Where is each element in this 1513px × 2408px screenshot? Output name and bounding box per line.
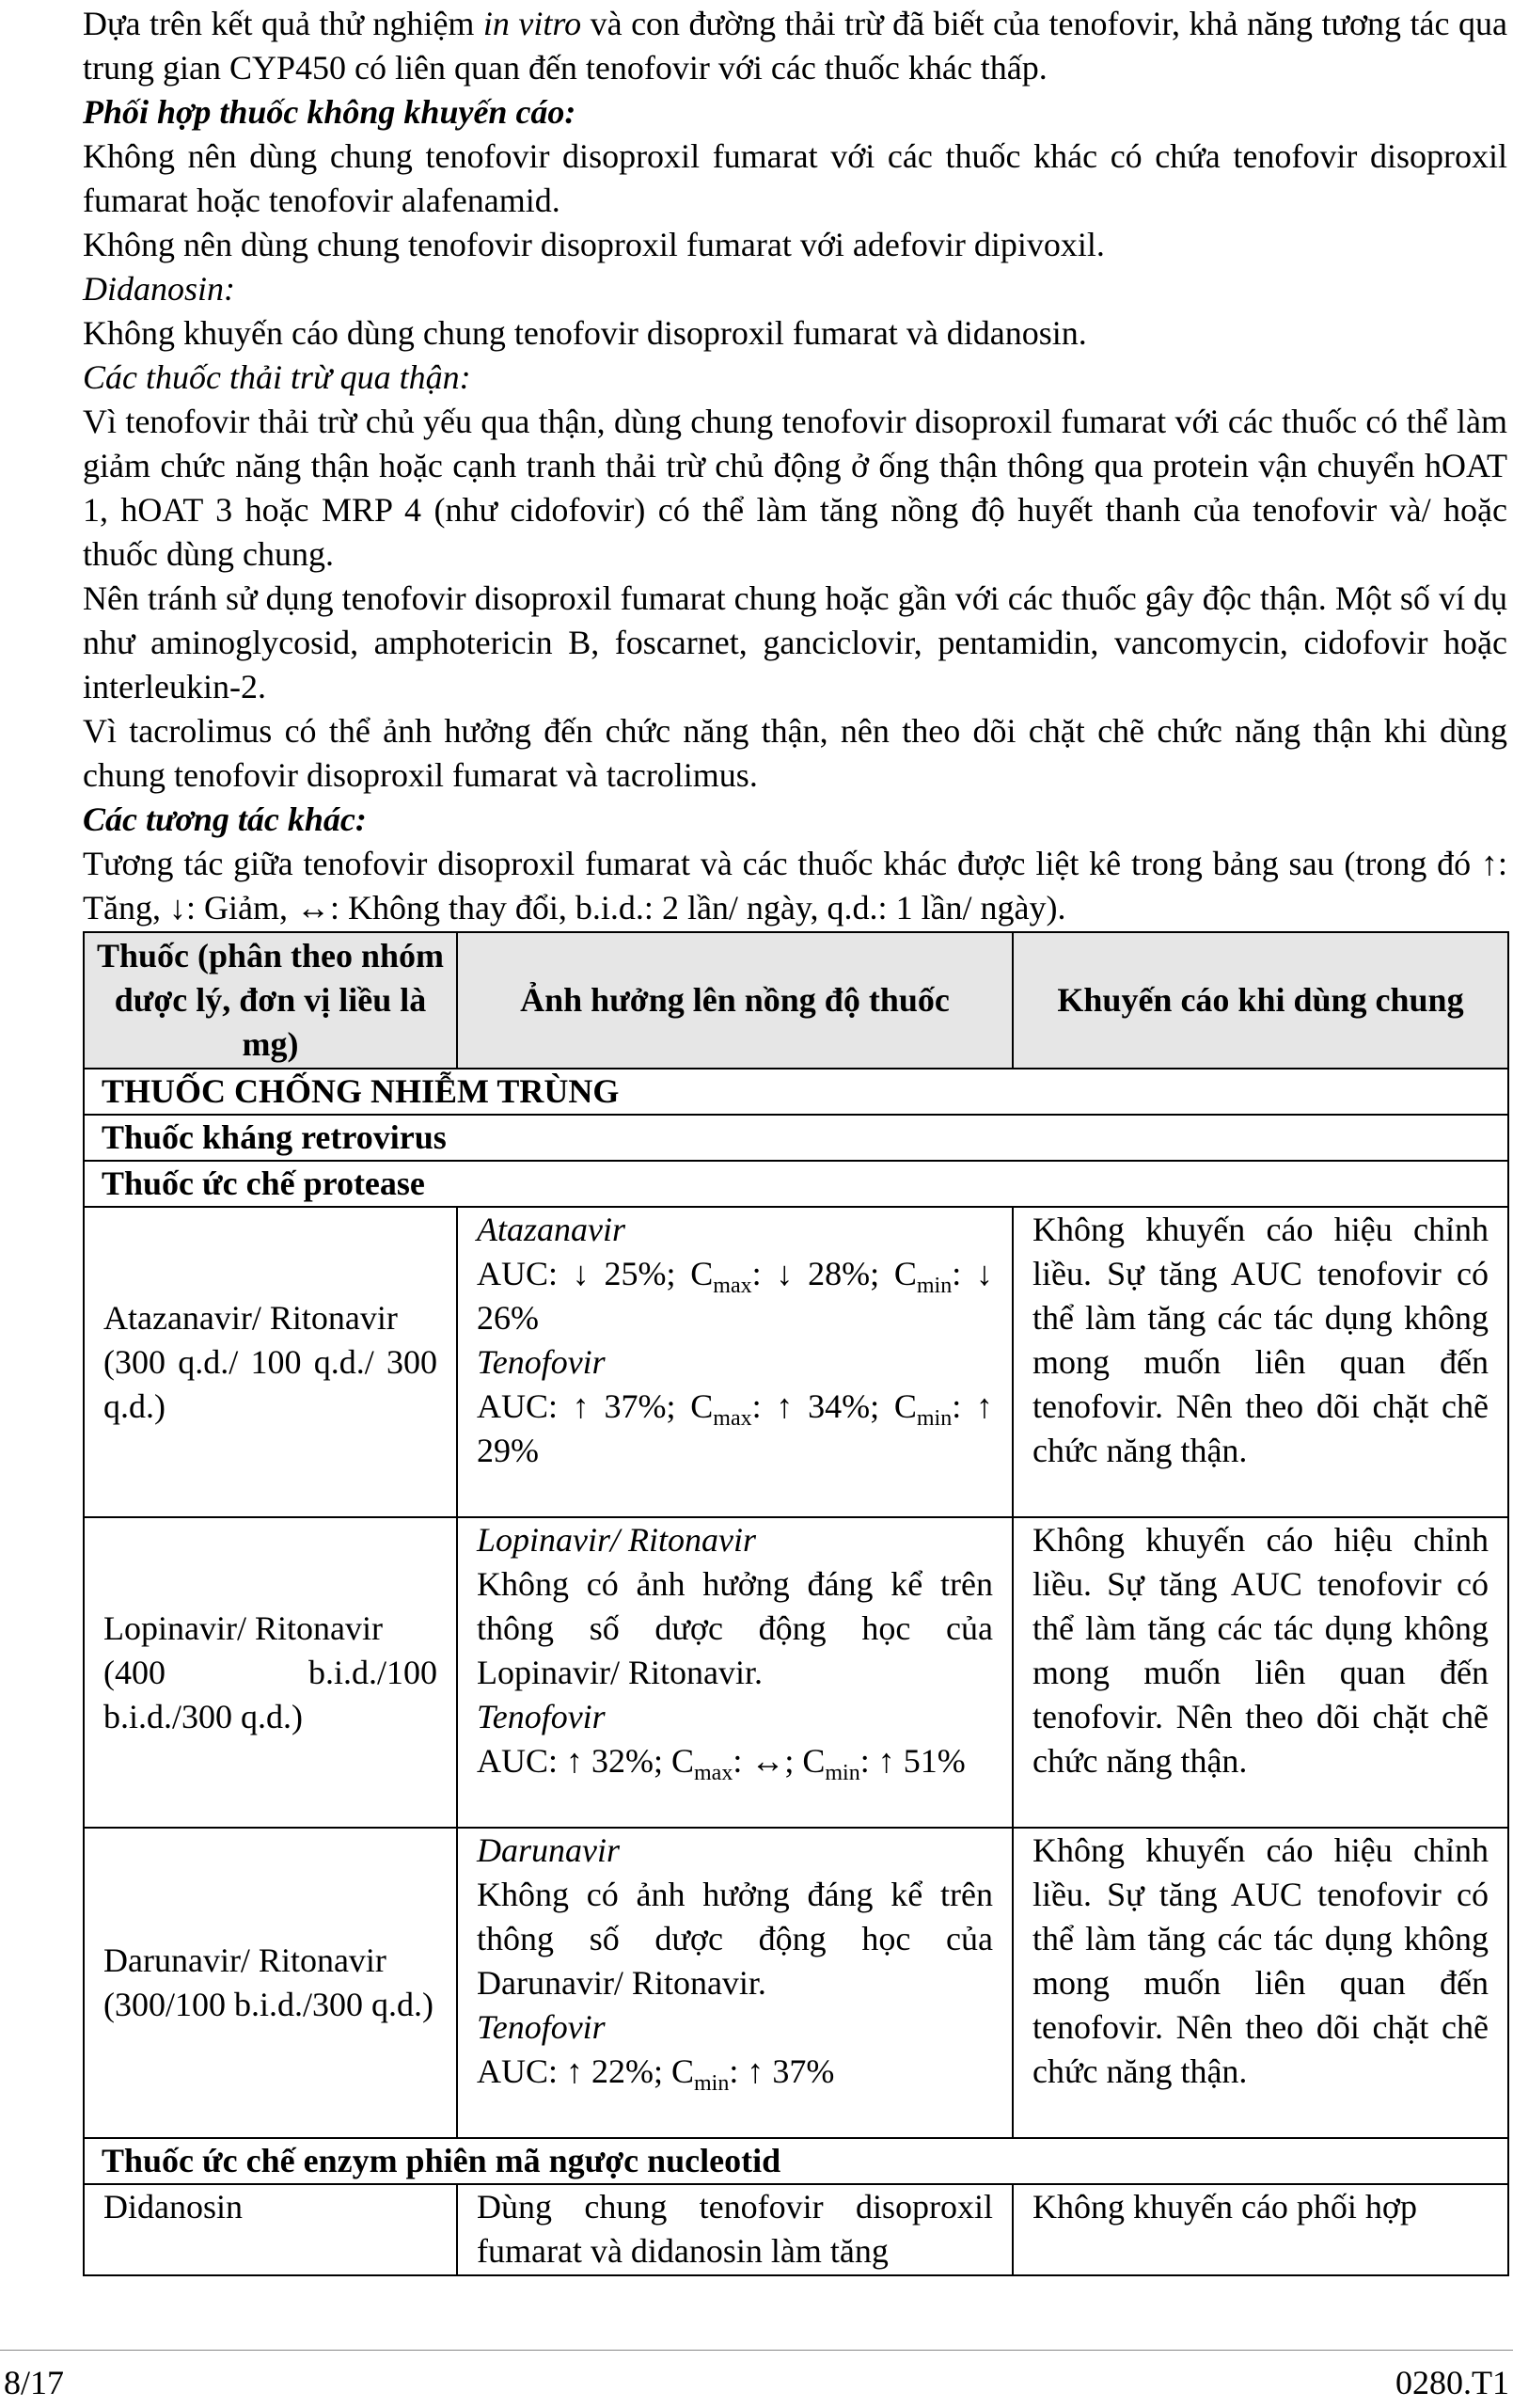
paragraph-renal-3: Vì tacrolimus có thể ảnh hưởng đến chức năng thận, nên theo dõi chặt chẽ chức năng thận khi dùng chung tenofovir disoproxil fumarat và tacrolimus. bbox=[83, 712, 1507, 794]
section-protease-inhibitors: Thuốc ức chế protease bbox=[84, 1161, 1508, 1207]
table-row bbox=[84, 1828, 1508, 2138]
subscript-min: min bbox=[694, 2071, 730, 2097]
effect-cmin: : ↑ 37% bbox=[729, 2052, 835, 2090]
recommendation-didanosin: Không khuyến cáo phối hợp bbox=[1013, 2184, 1508, 2275]
drug-lopinavir bbox=[84, 1517, 457, 1828]
section-nrti: Thuốc ức chế enzym phiên mã ngược nucleotid bbox=[84, 2138, 1508, 2184]
paragraph-renal-2: Nên tránh sử dụng tenofovir disoproxil fumarat chung hoặc gần với các thuốc gây độc thận. Một số ví dụ như aminoglycosid, amphotericin B, foscarnet, ganciclovir, pentamidin, vancomycin, cidofovir hoặc interleukin-2. bbox=[83, 579, 1507, 705]
header-effect: Ảnh hưởng lên nồng độ thuốc bbox=[457, 932, 1013, 1069]
table-row bbox=[84, 1207, 1508, 1517]
paragraph-renal-1: Vì tenofovir thải trừ chủ yếu qua thận, dùng chung tenofovir disoproxil fumarat với các thuốc có thể làm giảm chức năng thận hoặc cạnh tranh thải trừ chủ động ở ống thận thông qua protein vận chuyển hOAT 1, hOAT 3 hoặc MRP 4 (như cidofovir) có thể làm tăng nồng độ huyết thanh của tenofovir và/ hoặc thuốc dùng chung. bbox=[83, 403, 1507, 573]
drug-dose: (400 b.i.d./100 b.i.d./300 q.d.) bbox=[103, 1653, 437, 1735]
effect-drug-name: Atazanavir bbox=[477, 1211, 625, 1248]
effect-cmin: : ↑ 51% bbox=[859, 1742, 966, 1780]
paragraph-other-interactions: Tương tác giữa tenofovir disoproxil fumarat và các thuốc khác được liệt kê trong bảng sau (trong đó ↑: Tăng, ↓: Giảm, ↔: Không thay đổi, b.i.d.: 2 lần/ ngày, q.d.: 1 lần/ ngày). bbox=[83, 845, 1507, 927]
effect-description: Không có ảnh hưởng đáng kể trên thông số dược động học của Lopinavir/ Ritonavir. bbox=[477, 1565, 993, 1691]
heading-not-recommended: Phối hợp thuốc không khuyến cáo: bbox=[83, 93, 576, 131]
document-body bbox=[83, 2, 1507, 930]
header-recommendation: Khuyến cáo khi dùng chung bbox=[1013, 932, 1508, 1069]
paragraph-not-recommended-2: Không nên dùng chung tenofovir disoproxil fumarat với adefovir dipivoxil. bbox=[83, 226, 1105, 263]
drug-name: Darunavir/ Ritonavir bbox=[103, 1941, 386, 1979]
drug-didanosin: Didanosin bbox=[84, 2184, 457, 2275]
effect-auc: AUC: ↑ 37%; C bbox=[477, 1387, 714, 1425]
table-row bbox=[84, 1517, 1508, 1828]
interaction-table bbox=[83, 931, 1509, 2276]
drug-name: Atazanavir/ Ritonavir bbox=[103, 1298, 398, 1337]
effect-tenofovir-values bbox=[477, 2050, 993, 2097]
effect-cmax: : ↔; C bbox=[733, 1742, 826, 1780]
intro-text: Dựa trên kết quả thử nghiệm bbox=[83, 5, 483, 42]
in-vitro-term: in vitro bbox=[482, 5, 582, 42]
effect-auc: AUC: ↓ 25%; C bbox=[477, 1255, 714, 1292]
effect-tenofovir-name: Tenofovir bbox=[477, 2008, 606, 2046]
table-row bbox=[84, 1161, 1508, 1207]
effect-auc: AUC: ↑ 22%; C bbox=[477, 2052, 695, 2090]
drug-name: Lopinavir/ Ritonavir bbox=[103, 1608, 383, 1647]
intro-paragraph bbox=[83, 2, 1507, 90]
effect-tenofovir-name: Tenofovir bbox=[477, 1343, 606, 1381]
recommendation-lopinavir: Không khuyến cáo hiệu chỉnh liều. Sự tăng AUC tenofovir có thể làm tăng các tác dụng không mong muốn liên quan đến tenofovir. Nên theo dõi chặt chẽ chức năng thận. bbox=[1013, 1517, 1508, 1828]
subscript-max: max bbox=[694, 1761, 733, 1786]
effect-cmax: : ↑ 34%; C bbox=[751, 1387, 917, 1425]
subscript-max: max bbox=[713, 1406, 752, 1432]
table-row bbox=[84, 2138, 1508, 2184]
table-row bbox=[84, 1069, 1508, 1115]
drug-dose: (300 q.d./ 100 q.d./ 300 q.d.) bbox=[103, 1342, 437, 1425]
effect-cmax: : ↓ 28%; C bbox=[751, 1255, 917, 1292]
table-header-row bbox=[84, 932, 1508, 1069]
effect-didanosin: Dùng chung tenofovir disoproxil fumarat và didanosin làm tăng bbox=[457, 2184, 1013, 2275]
effect-atazanavir bbox=[457, 1207, 1013, 1517]
subscript-min: min bbox=[825, 1761, 860, 1786]
page-number: 8/17 bbox=[4, 2364, 65, 2401]
intro-text-continued: và con đường thải trừ đã biết của tenofovir, khả năng tương tác qua trung gian CYP450 có liên quan đến tenofovir với các thuốc khác thấp. bbox=[83, 5, 1507, 87]
paragraph-didanosin: Không khuyến cáo dùng chung tenofovir disoproxil fumarat và didanosin. bbox=[83, 314, 1087, 352]
effect-tenofovir-values bbox=[477, 1385, 993, 1473]
heading-didanosin: Didanosin: bbox=[83, 270, 235, 308]
effect-drug-name: Darunavir bbox=[477, 1831, 620, 1869]
subscript-max: max bbox=[713, 1274, 752, 1299]
table-row bbox=[84, 1115, 1508, 1161]
subscript-min: min bbox=[916, 1274, 953, 1299]
effect-drug-name: Lopinavir/ Ritonavir bbox=[477, 1521, 756, 1559]
effect-tenofovir-values bbox=[477, 1739, 993, 1786]
table-row bbox=[84, 2184, 1508, 2275]
effect-auc: AUC: ↑ 32%; C bbox=[477, 1742, 695, 1780]
section-anti-infective: THUỐC CHỐNG NHIỄM TRÙNG bbox=[84, 1069, 1508, 1115]
effect-cmin: : ↑ 29% bbox=[477, 1387, 993, 1469]
effect-lopinavir bbox=[457, 1517, 1013, 1828]
recommendation-atazanavir: Không khuyến cáo hiệu chỉnh liều. Sự tăng AUC tenofovir có thể làm tăng các tác dụng không mong muốn liên quan đến tenofovir. Nên theo dõi chặt chẽ chức năng thận. bbox=[1013, 1207, 1508, 1517]
recommendation-darunavir: Không khuyến cáo hiệu chỉnh liều. Sự tăng AUC tenofovir có thể làm tăng các tác dụng không mong muốn liên quan đến tenofovir. Nên theo dõi chặt chẽ chức năng thận. bbox=[1013, 1828, 1508, 2138]
section-antiretroviral: Thuốc kháng retrovirus bbox=[84, 1115, 1508, 1161]
footer-divider bbox=[0, 2350, 1513, 2351]
effect-darunavir bbox=[457, 1828, 1013, 2138]
drug-atazanavir bbox=[84, 1207, 457, 1517]
document-code: 0280.T1 bbox=[1395, 2364, 1509, 2401]
effect-tenofovir-name: Tenofovir bbox=[477, 1698, 606, 1735]
drug-darunavir bbox=[84, 1828, 457, 2138]
effect-description: Không có ảnh hưởng đáng kể trên thông số dược động học của Darunavir/ Ritonavir. bbox=[477, 1876, 993, 2002]
paragraph-not-recommended-1: Không nên dùng chung tenofovir disoproxil fumarat với các thuốc khác có chứa tenofovir disoproxil fumarat hoặc tenofovir alafenamid. bbox=[83, 137, 1507, 219]
subscript-min: min bbox=[916, 1406, 953, 1432]
heading-other-interactions: Các tương tác khác: bbox=[83, 800, 367, 838]
drug-dose: (300/100 b.i.d./300 q.d.) bbox=[103, 1986, 433, 2023]
heading-renal: Các thuốc thải trừ qua thận: bbox=[83, 358, 471, 396]
effect-cmin: : ↓ 26% bbox=[477, 1255, 993, 1337]
effect-values bbox=[477, 1252, 993, 1340]
header-drug: Thuốc (phân theo nhóm dược lý, đơn vị liều là mg) bbox=[84, 932, 457, 1069]
